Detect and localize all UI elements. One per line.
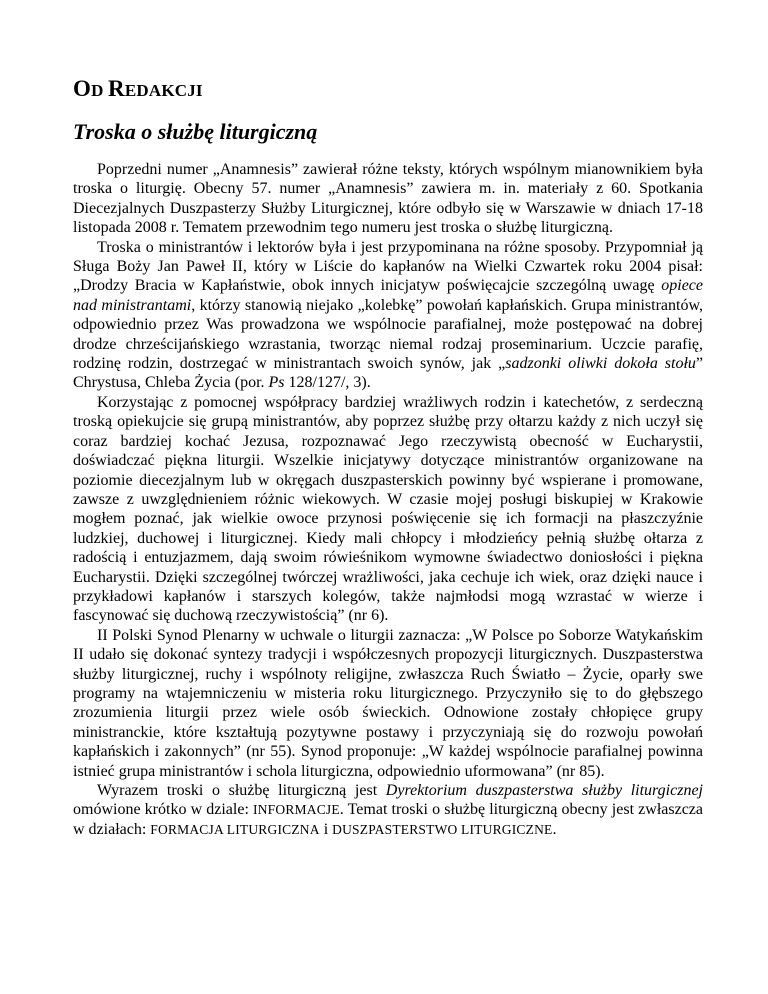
paragraph-5 <box>73 781 703 839</box>
paragraph-3: Korzystając z pomocnej współpracy bardziej wrażliwych rodzin i katechetów, z serdeczną troską opiekujcie się grupą ministrantów, aby poprzez służbę przy ołtarzu każdy z nich uczył się coraz bardziej kochać Jezusa, rozpoznawać Jego rzeczywistą obecność w Eucharystii, doświadczać piękna liturgii. Wszelkie inicjatywy dotyczące ministrantów organizowane na poziomie diecezjalnym lub w okręgach duszpasterskich powinny być wspierane i promowane, zawsze z uwzględnieniem różnic wiekowych. W czasie mojej posługi biskupiej w Krakowie mogłem poznać, jak wielkie owoce przynosi poświęcenie się ich formacji na płaszczyźnie ludzkiej, duchowej i liturgicznej. Kiedy mali chłopcy i młodzieńcy pełnią służbę ołtarza z radością i entuzjazmem, dają swoim rówieśnikom wymowne świadectwo doniosłości i piękna Eucharystii. Dzięki szczególnej twórczej wrażliwości, jaka cechuje ich wiek, oraz dzięki nauce i przykładowi kapłanów i starszych kolegów, także najmłodsi mogą wzrastać w wierze i fascynować się duchową rzeczywistością” (nr 6). <box>73 393 703 625</box>
section-heading <box>73 76 203 104</box>
p5-section-formacja: FORMACJA LITURGICZNA <box>150 821 320 837</box>
paragraph-1: Poprzedni numer „Anamnesis” zawierał różne teksty, których wspólnym mianownikiem była troska o liturgię. Obecny 57. numer „Anamnesis” zawiera m. in. materiały z 60. Spotkania Diecezjalnych Duszpasterzy Służby Liturgicznej, które odbyło się w Warszawie w dniach 17-18 listopada 2008 r. Tematem przewodnim tego numeru jest troska o służbę liturgiczną. <box>73 161 703 237</box>
p2-text-g: 128/127/, 3). <box>284 374 371 392</box>
p5-text-a: Wyrazem troski o służbę liturgiczną jest <box>97 782 386 799</box>
p5-section-informacje: INFORMACJE <box>253 802 340 818</box>
p2-italic-quote: opiece nad ministrantami <box>73 277 703 314</box>
p5-text-e: . Temat troski o służbę liturgiczną obecny jest zwłaszcza w działach: <box>73 801 703 838</box>
section-heading-part-2: EDAKCJI <box>124 81 203 100</box>
p5-section-duszpasterstwo: DUSZPASTERSTWO LITURGICZNE <box>332 821 553 837</box>
p2-text-e: ” Chrystusa, Chleba Życia (por. <box>73 355 703 392</box>
p2-italic-ps: Ps <box>268 374 285 392</box>
p2-text-a: Troska o ministrantów i lektorów była i jest przypominana na różne sposoby. Przypomniał ją Sługa Boży Jan Paweł II, który w Liście do kapłanów na Wielki Czwartek roku 2004 pisał: „Drodzy Bracia w Kapłaństwie, obok innych inicjatyw poświęcajcie szczególną uwagę <box>73 238 703 295</box>
p2-text-c: , którzy stanowią niejako „kolebkę” powołań kapłańskich. Grupa ministrantów, odpowiednio przez Was prowadzona we wspólnocie parafialnej, może postępować na dobrej drodze chrześcijańskiego wzrastania, tworząc niemal rodzaj proseminarium. Uczcie parafię, rodzinę rodzin, dostrzegać w ministrantach swoich synów, jak „ <box>73 296 703 373</box>
section-heading-initial-o: O <box>73 76 92 101</box>
p5-text-i: . <box>552 820 557 838</box>
article-body <box>73 160 703 839</box>
p5-text-g: i <box>319 820 333 838</box>
paragraph-2 <box>73 238 703 393</box>
section-heading-part-1: D <box>91 81 109 100</box>
article-title: Troska o służbę liturgiczną <box>73 119 318 144</box>
p2-italic-psalm-quote: sadzonki oliwki dokoła stołu <box>505 355 696 373</box>
section-heading-initial-r: R <box>108 76 125 101</box>
p5-italic-directory: Dyrektorium duszpasterstwa służby liturgicznej <box>385 782 704 799</box>
p5-text-c: omówione krótko w dziale: <box>73 801 254 819</box>
paragraph-4: II Polski Synod Plenarny w uchwale o liturgii zaznacza: „W Polsce po Soborze Watykańskim II udało się dokonać syntezy tradycji i współczesnych propozycji liturgicznych. Duszpasterstwa służby liturgicznej, ruchy i wspólnoty religijne, zwłaszcza Ruch Światło – Życie, oparły swe programy na wtajemniczeniu w misteria roku liturgicznego. Przyczyniło się to do głębszego zrozumienia liturgii przez wiele osób świeckich. Odnowione zostały chłopięce grupy ministranckie, które kształtują pozytywne postawy i przyczyniają się do rozwoju powołań kapłańskich i zakonnych” (nr 55). Synod proponuje: „W każdej wspólnocie parafialnej powinna istnieć grupa ministrantów i schola liturgiczna, odpowiednio uformowana” (nr 85). <box>73 626 703 780</box>
